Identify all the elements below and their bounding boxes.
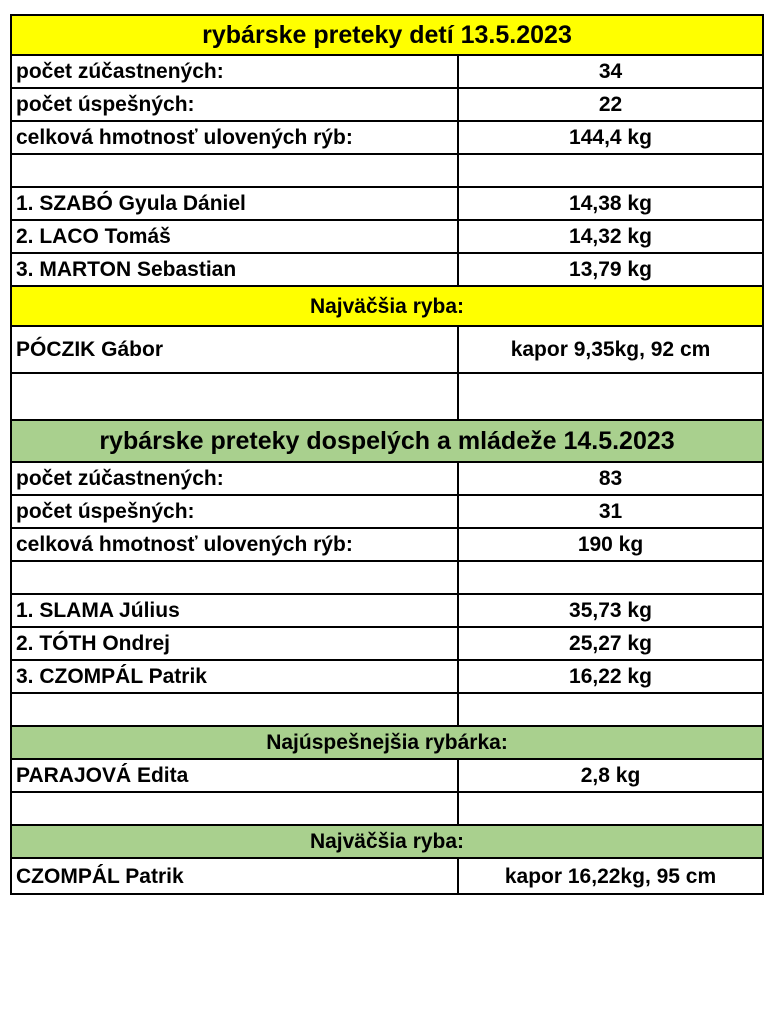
table-row	[11, 55, 763, 88]
table-row	[11, 495, 763, 528]
children-total-weight-label: celková hmotnosť ulovených rýb:	[11, 121, 458, 154]
adults-rank-3-weight: 16,22 kg	[458, 660, 763, 693]
children-rank-2-weight: 14,32 kg	[458, 220, 763, 253]
children-rank-1-name: 1. SZABÓ Gyula Dániel	[11, 187, 458, 220]
empty-cell	[458, 154, 763, 187]
adults-biggest-fish-header: Najväčšia ryba:	[11, 825, 763, 858]
adults-participants-label: počet zúčastnených:	[11, 462, 458, 495]
adults-rank-1-weight: 35,73 kg	[458, 594, 763, 627]
adults-best-angler-name: PARAJOVÁ Edita	[11, 759, 458, 792]
children-title-row	[11, 15, 763, 55]
adults-total-weight-value: 190 kg	[458, 528, 763, 561]
empty-row	[11, 792, 763, 825]
table-row	[11, 858, 763, 894]
children-successful-label: počet úspešných:	[11, 88, 458, 121]
empty-row	[11, 693, 763, 726]
adults-biggest-fish-value: kapor 16,22kg, 95 cm	[458, 858, 763, 894]
children-biggest-fish-header: Najväčšia ryba:	[11, 286, 763, 326]
adults-biggest-fish-header-row	[11, 825, 763, 858]
empty-cell	[11, 561, 458, 594]
empty-cell	[11, 154, 458, 187]
table-row	[11, 326, 763, 373]
adults-successful-value: 31	[458, 495, 763, 528]
empty-cell	[11, 373, 458, 420]
adults-rank-1-name: 1. SLAMA Július	[11, 594, 458, 627]
children-title: rybárske preteky detí 13.5.2023	[11, 15, 763, 55]
table-row	[11, 627, 763, 660]
empty-cell	[458, 693, 763, 726]
adults-title: rybárske preteky dospelých a mládeže 14.5.2023	[11, 420, 763, 462]
adults-title-row	[11, 420, 763, 462]
table-row	[11, 759, 763, 792]
table-row	[11, 88, 763, 121]
adults-rank-2-name: 2. TÓTH Ondrej	[11, 627, 458, 660]
empty-row	[11, 561, 763, 594]
adults-participants-value: 83	[458, 462, 763, 495]
adults-rank-3-name: 3. CZOMPÁL Patrik	[11, 660, 458, 693]
table-row	[11, 594, 763, 627]
children-biggest-fish-header-row	[11, 286, 763, 326]
empty-row	[11, 373, 763, 420]
children-biggest-fish-name: PÓCZIK Gábor	[11, 326, 458, 373]
empty-cell	[458, 561, 763, 594]
adults-total-weight-label: celková hmotnosť ulovených rýb:	[11, 528, 458, 561]
adults-best-angler-value: 2,8 kg	[458, 759, 763, 792]
children-rank-2-name: 2. LACO Tomáš	[11, 220, 458, 253]
empty-cell	[458, 373, 763, 420]
table-row	[11, 121, 763, 154]
children-biggest-fish-value: kapor 9,35kg, 92 cm	[458, 326, 763, 373]
children-rank-3-weight: 13,79 kg	[458, 253, 763, 286]
children-participants-label: počet zúčastnených:	[11, 55, 458, 88]
adults-best-angler-header-row	[11, 726, 763, 759]
children-rank-1-weight: 14,38 kg	[458, 187, 763, 220]
adults-rank-2-weight: 25,27 kg	[458, 627, 763, 660]
adults-biggest-fish-name: CZOMPÁL Patrik	[11, 858, 458, 894]
children-successful-value: 22	[458, 88, 763, 121]
table-row	[11, 253, 763, 286]
table-row	[11, 528, 763, 561]
adults-best-angler-header: Najúspešnejšia rybárka:	[11, 726, 763, 759]
children-rank-3-name: 3. MARTON Sebastian	[11, 253, 458, 286]
empty-row	[11, 154, 763, 187]
children-total-weight-value: 144,4 kg	[458, 121, 763, 154]
children-participants-value: 34	[458, 55, 763, 88]
empty-cell	[11, 792, 458, 825]
table-row	[11, 660, 763, 693]
table-row	[11, 220, 763, 253]
empty-cell	[11, 693, 458, 726]
table-row	[11, 187, 763, 220]
empty-cell	[458, 792, 763, 825]
results-table	[10, 14, 764, 895]
adults-successful-label: počet úspešných:	[11, 495, 458, 528]
table-row	[11, 462, 763, 495]
